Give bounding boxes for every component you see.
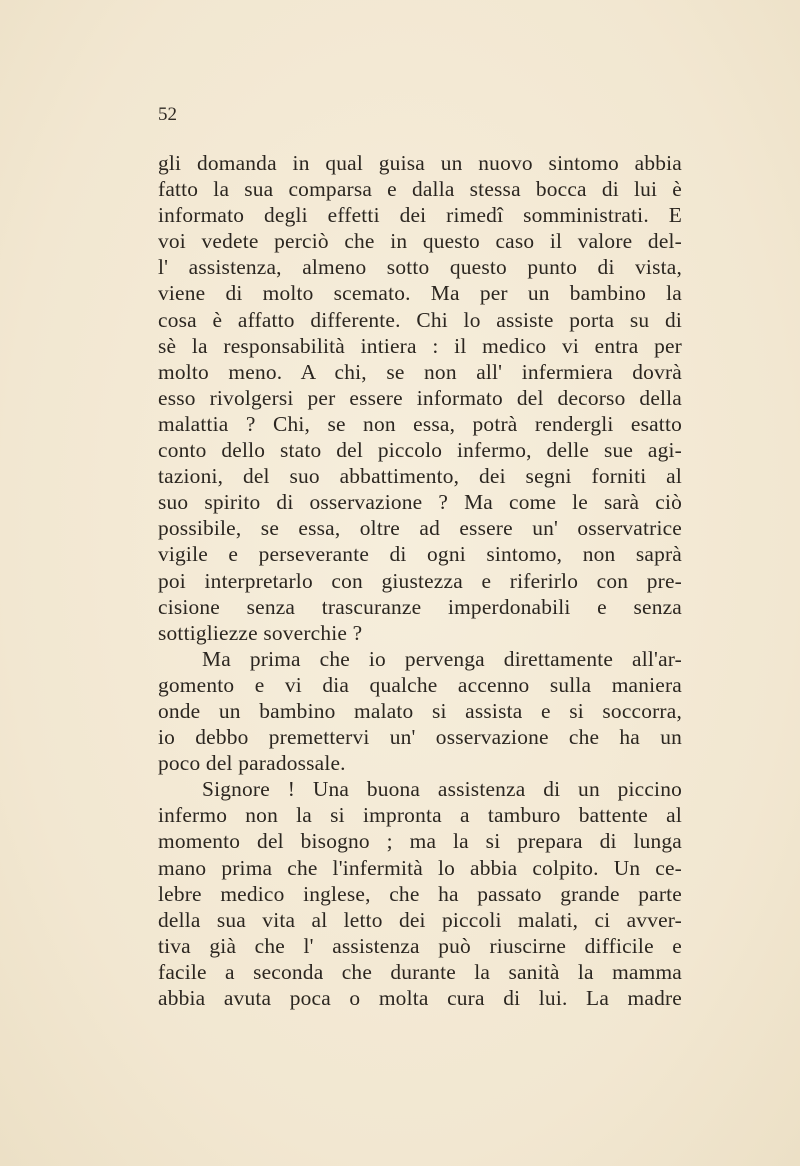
text-line: vigile e perseverante di ogni sintomo, non saprà — [158, 542, 682, 567]
page-number: 52 — [158, 104, 177, 125]
text-line: voi vedete perciò che in questo caso il valore del- — [158, 229, 682, 254]
paragraph — [158, 776, 682, 1011]
text-line: momento del bisogno ; ma la si prepara di lunga — [158, 829, 682, 854]
text-line: poi interpretarlo con giustezza e riferirlo con pre- — [158, 568, 682, 593]
text-line: suo spirito di osservazione ? Ma come le sarà ciò — [158, 490, 682, 515]
text-line: viene di molto scemato. Ma per un bambino la — [158, 281, 682, 306]
text-line: cosa è affatto differente. Chi lo assiste porta su di — [158, 307, 682, 332]
text-line: lebre medico inglese, che ha passato grande parte — [158, 881, 682, 906]
body-text — [158, 150, 682, 1011]
paragraph — [158, 646, 682, 776]
text-line: infermo non la si impronta a tamburo battente al — [158, 803, 682, 828]
text-line: onde un bambino malato si assista e si soccorra, — [158, 698, 682, 723]
text-line: abbia avuta poca o molta cura di lui. La madre — [158, 986, 682, 1010]
text-line: esso rivolgersi per essere informato del decorso della — [158, 385, 682, 410]
text-line: molto meno. A chi, se non all' infermiera dovrà — [158, 359, 682, 384]
text-line: mano prima che l'infermità lo abbia colpito. Un ce- — [158, 855, 682, 880]
text-line: l' assistenza, almeno sotto questo punto di vista, — [158, 255, 682, 280]
text-line: io debbo premettervi un' osservazione che ha un — [158, 725, 682, 750]
text-line: informato degli effetti dei rimedî somministrati. E — [158, 203, 682, 228]
paragraph — [158, 150, 682, 646]
text-line: Signore ! Una buona assistenza di un piccino — [202, 777, 682, 802]
text-line: malattia ? Chi, se non essa, potrà rendergli esatto — [158, 411, 682, 436]
text-line: fatto la sua comparsa e dalla stessa bocca di lui è — [158, 177, 682, 202]
text-line: conto dello stato del piccolo infermo, delle sue agi- — [158, 438, 682, 463]
text-line: tazioni, del suo abbattimento, dei segni forniti al — [158, 464, 682, 489]
text-line: poco del paradossale. — [158, 751, 346, 776]
text-line: Ma prima che io pervenga direttamente all'ar- — [202, 646, 682, 671]
text-line: sè la responsabilità intiera : il medico vi entra per — [158, 333, 682, 358]
text-line: sottigliezze soverchie ? — [158, 620, 363, 645]
text-line: facile a seconda che durante la sanità la mamma — [158, 959, 682, 984]
text-line: della sua vita al letto dei piccoli malati, ci avver- — [158, 907, 682, 932]
text-line: tiva già che l' assistenza può riuscirne difficile e — [158, 933, 682, 958]
text-line: gomento e vi dia qualche accenno sulla maniera — [158, 672, 682, 697]
text-line: possibile, se essa, oltre ad essere un' osservatrice — [158, 516, 682, 541]
text-line: gli domanda in qual guisa un nuovo sintomo abbia — [158, 151, 682, 175]
text-line: cisione senza trascuranze imperdonabili e senza — [158, 594, 682, 619]
